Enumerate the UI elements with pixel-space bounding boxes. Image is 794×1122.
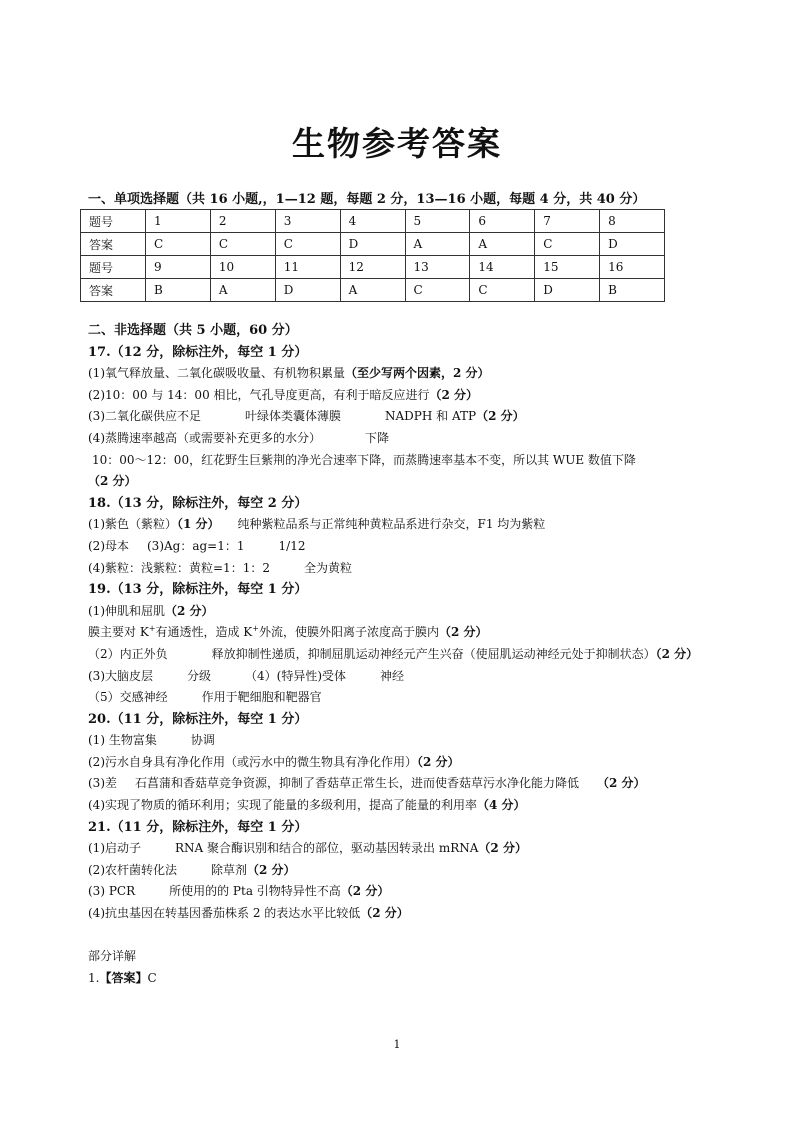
q20-line3: (3)差 石菖蒲和香菇草竞争资源，抑制了香菇草正常生长，进而使香菇草污水净化能力降低 （2 分） bbox=[88, 776, 646, 791]
q20-heading: 20.（11 分，除标注外，每空 1 分） bbox=[88, 711, 308, 727]
table-cell: 5 bbox=[405, 210, 470, 233]
table-row-header: 答案 bbox=[81, 233, 146, 256]
q17-line3: (3)二氧化碳供应不足 叶绿体类囊体薄膜 NADPH 和 ATP（2 分） bbox=[88, 409, 525, 424]
table-cell: 10 bbox=[210, 256, 275, 279]
page-number: 1 bbox=[393, 1038, 401, 1051]
table-cell: A bbox=[210, 279, 275, 302]
table-cell: 3 bbox=[275, 210, 340, 233]
table-cell: 14 bbox=[470, 256, 535, 279]
table-cell: 1 bbox=[146, 210, 211, 233]
detail-item-1: 1.【答案】C bbox=[88, 970, 157, 985]
table-cell: 12 bbox=[340, 256, 405, 279]
table-row bbox=[81, 256, 665, 279]
table-cell: C bbox=[535, 233, 600, 256]
q21-line4: (4)抗虫基因在转基因番茄株系 2 的表达水平比较低（2 分） bbox=[88, 906, 409, 921]
q17-line4: (4)蒸腾速率越高（或需要补充更多的水分） 下降 bbox=[88, 430, 390, 445]
q19-line5: （5）交感神经 作用于靶细胞和靶器官 bbox=[88, 690, 322, 705]
q19-line1: (1)伸肌和屈肌（2 分） bbox=[88, 603, 214, 618]
page-title: 生物参考答案 bbox=[292, 124, 502, 163]
table-cell: B bbox=[600, 279, 665, 302]
table-cell: C bbox=[470, 279, 535, 302]
table-cell: D bbox=[600, 233, 665, 256]
q20-line1: (1) 生物富集 协调 bbox=[88, 733, 215, 748]
q17-line5: 10：00～12：00，红花野生巨紫荆的净光合速率下降，而蒸腾速率基本不变，所以其 WUE 数值下降 bbox=[92, 452, 636, 467]
q20-line4: (4)实现了物质的循环利用；实现了能量的多级利用，提高了能量的利用率（4 分） bbox=[88, 798, 526, 813]
table-cell: C bbox=[275, 233, 340, 256]
table-cell: A bbox=[340, 279, 405, 302]
q21-line1: (1)启动子 RNA 聚合酶识别和结合的部位，驱动基因转录出 mRNA（2 分） bbox=[88, 841, 527, 856]
q20-line2: (2)污水自身具有净化作用（或污水中的微生物具有净化作用）（2 分） bbox=[88, 754, 460, 769]
section2-heading: 二、非选择题（共 5 小题，60 分） bbox=[88, 323, 298, 338]
q17-line5-score: （2 分） bbox=[88, 474, 137, 489]
table-cell: 7 bbox=[535, 210, 600, 233]
table-cell: D bbox=[535, 279, 600, 302]
table-cell: 8 bbox=[600, 210, 665, 233]
table-cell: A bbox=[470, 233, 535, 256]
q21-line2: (2)农杆菌转化法 除草剂（2 分） bbox=[88, 862, 296, 877]
table-cell: 4 bbox=[340, 210, 405, 233]
q19-line3: （2）内正外负 释放抑制性递质，抑制屈肌运动神经元产生兴奋（使屈肌运动神经元处于抑制状态）（2 分） bbox=[88, 646, 699, 661]
table-cell: A bbox=[405, 233, 470, 256]
q21-heading: 21.（11 分，除标注外，每空 1 分） bbox=[88, 819, 308, 835]
table-row bbox=[81, 210, 665, 233]
table-cell: 6 bbox=[470, 210, 535, 233]
q18-line1: (1)紫色（紫粒）（1 分） 纯种紫粒品系与正常纯种黄粒品系进行杂交，F1 均为紫粒 bbox=[88, 517, 546, 532]
table-row-header: 答案 bbox=[81, 279, 146, 302]
q18-heading: 18.（13 分，除标注外，每空 2 分） bbox=[88, 495, 308, 511]
q19-heading: 19.（13 分，除标注外，每空 1 分） bbox=[88, 582, 308, 598]
table-row bbox=[81, 279, 665, 302]
table-cell: C bbox=[210, 233, 275, 256]
table-cell: 9 bbox=[146, 256, 211, 279]
answer-table bbox=[80, 209, 665, 302]
table-cell: 15 bbox=[535, 256, 600, 279]
table-cell: 11 bbox=[275, 256, 340, 279]
q21-line3: (3) PCR 所使用的的 Pta 引物特异性不高（2 分） bbox=[88, 884, 390, 899]
section1-heading: 一、单项选择题（共 16 小题,，1—12 题，每题 2 分，13—16 小题，每题 4 分，共 40 分） bbox=[88, 192, 646, 207]
spacer bbox=[88, 925, 728, 947]
detail-heading: 部分详解 bbox=[88, 949, 137, 964]
table-cell: B bbox=[146, 279, 211, 302]
q19-line2: 膜主要对 K+有通透性，造成 K+外流，使膜外阳离子浓度高于膜内（2 分） bbox=[88, 624, 488, 640]
table-cell: 2 bbox=[210, 210, 275, 233]
table-cell: C bbox=[146, 233, 211, 256]
q19-line4: (3)大脑皮层 分级 （4）(特异性)受体 神经 bbox=[88, 668, 405, 683]
q17-line2: (2)10：00 与 14：00 相比，气孔导度更高，有利于暗反应进行（2 分） bbox=[88, 387, 479, 402]
q18-line2: (2)母本 (3)Ag：ag=1：1 1/12 bbox=[88, 538, 306, 553]
table-cell: C bbox=[405, 279, 470, 302]
answers-body bbox=[88, 320, 728, 989]
table-cell: D bbox=[340, 233, 405, 256]
q17-heading: 17.（12 分，除标注外，每空 1 分） bbox=[88, 344, 308, 360]
q18-line3: (4)紫粒：浅紫粒：黄粒=1：1：2 全为黄粒 bbox=[88, 560, 352, 575]
table-row bbox=[81, 233, 665, 256]
table-cell: 13 bbox=[405, 256, 470, 279]
q17-line1: (1)氧气释放量、二氧化碳吸收量、有机物积累量（至少写两个因素，2 分） bbox=[88, 366, 490, 381]
table-row-header: 题号 bbox=[81, 256, 146, 279]
table-row-header: 题号 bbox=[81, 210, 146, 233]
table-cell: 16 bbox=[600, 256, 665, 279]
table-cell: D bbox=[275, 279, 340, 302]
